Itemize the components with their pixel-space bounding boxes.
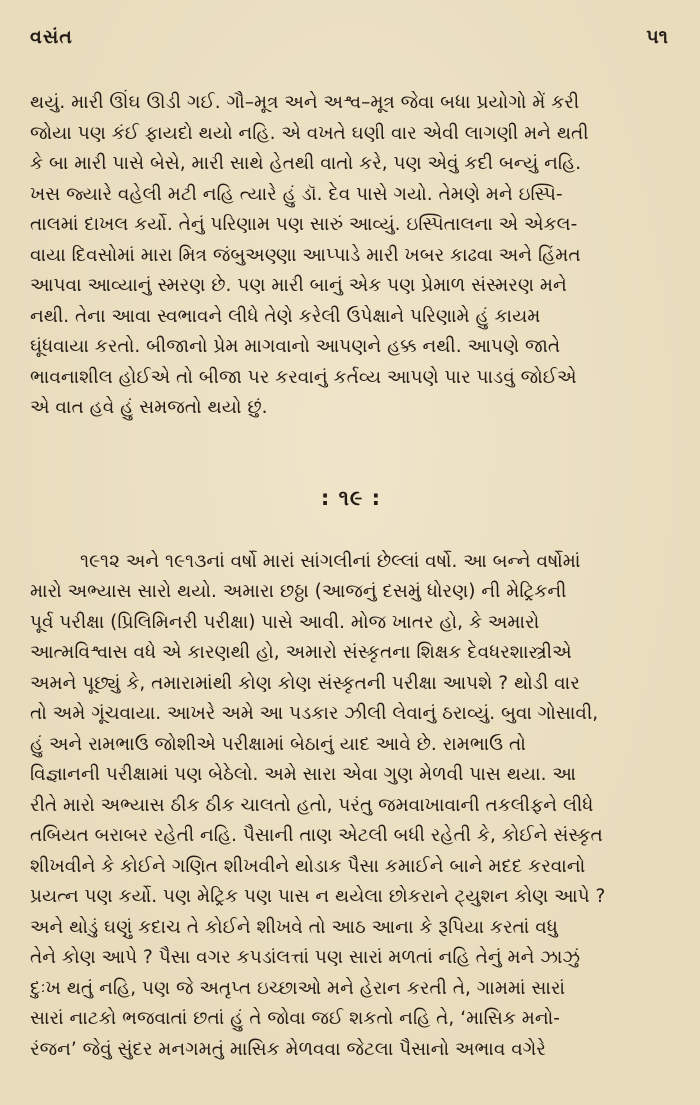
text-line: તાલમાં દાખલ કર્યો. તેનું પરિણામ પણ સારું આવ્યું. ઇસ્પિતાલના એ એકલ-	[30, 214, 578, 235]
text-line: ઘૂંધવાયા કરતો. બીજાનો પ્રેમ માગવાનો આપણને હક્ક નથી. આપણે જાતે	[30, 336, 561, 357]
text-line: હું અને રામભાઉ જોશીએ પરીક્ષામાં બેઠાનું યાદ આવે છે. રામભાઉ તો	[30, 733, 526, 755]
running-head	[30, 26, 672, 66]
text-line: વિજ્ઞાનની પરીક્ષામાં પણ બેઠેલો. અમે સારા એવા ગુણ મેળવી પાસ થયા. આ	[30, 764, 576, 785]
paragraph-chapter-start	[30, 547, 672, 1066]
text-line: તબિયત બરાબર રહેતી નહિ. પૈસાની તાણ એટલી બધી રહેતી કે, કોઈને સંસ્કૃત	[30, 825, 603, 846]
running-title: વસંત	[30, 26, 73, 48]
text-line: આત્મવિશ્વાસ વધે એ કારણથી હો, અમારો સંસ્કૃતના શિક્ષક દેવધરશાસ્ત્રીએ	[30, 642, 572, 663]
text-line: ખસ જ્યારે વહેલી મટી નહિ ત્યારે હું ડૉ. દેવ પાસે ગયો. તેમણે મને ઇસ્પિ-	[30, 183, 563, 205]
text-line: રીતે મારો અભ્યાસ ઠીક ઠીક ચાલતો હતો, પરંતુ જમવાખાવાની તકલીફને લીધે	[30, 794, 594, 816]
text-line: પૂર્વ પરીક્ષા (પ્રિલિમિનરી પરીક્ષા) પાસે આવી. મોજ ખાતર હો, કે અમારો	[30, 611, 540, 633]
text-line: આપવા આવ્યાનું સ્મરણ છે. પણ મારી બાનું એક પણ પ્રેમાળ સંસ્મરણ મને	[30, 275, 567, 296]
page-number: ૫૧	[646, 26, 668, 48]
text-line: ભાવનાશીલ હોઈએ તો બીજા પર કરવાનું કર્તવ્ય આપણે પાર પાડવું જોઈએ	[30, 366, 577, 388]
chapter-heading: : ૧૯ :	[320, 485, 382, 510]
paragraph-continuation	[30, 88, 672, 424]
text-line: પ્રયત્ન પણ કર્યો. પણ મેટ્રિક પણ પાસ ન થયેલા છોકરાને ટ્યુશન કોણ આપે ?	[30, 886, 606, 907]
text-line: અમને પૂછ્યું કે, તમારામાંથી કોણ કોણ સંસ્કૃતની પરીક્ષા આપશે ? થોડી વાર	[30, 672, 580, 694]
text-line: એ વાત હવે હું સમજતો થયો છું.	[30, 397, 268, 418]
text-line: તો અમે ગૂંચવાયા. આખરે અમે આ પડકાર ઝીલી લેવાનું ઠરાવ્યું. બુવા ગોસાવી,	[30, 703, 599, 724]
text-line: કે બા મારી પાસે બેસે, મારી સાથે હેતથી વાતો કરે, પણ એવું કદી બન્યું નહિ.	[30, 153, 582, 174]
text-line: જોયા પણ કંઈ ફાયદો થયો નહિ. એ વખતે ઘણી વાર એવી લાગણી મને થતી	[30, 122, 589, 144]
text-line: રંજન’ જેવું સુંદર મનગમતું માસિક મેળવવા જેટલા પૈસાનો અભાવ વગેરે	[30, 1038, 546, 1060]
text-line: મારો અભ્યાસ સારો થયો. અમારા છઠ્ઠા (આજનું દસમું ધોરણ) ની મેટ્રિકની	[30, 581, 567, 602]
text-line: નથી. તેના આવા સ્વભાવને લીધે તેણે કરેલી ઉપેક્ષાને પરિણામે હું કાયમ	[30, 305, 541, 327]
text-line: શીખવીને કે કોઈને ગણિત શીખવીને થોડાક પૈસા કમાઈને બાને મદદ કરવાનો	[30, 855, 586, 877]
text-line: ૧૯૧૨ અને ૧૯૧૩નાં વર્ષો મારાં સાંગલીનાં છેલ્લાં વર્ષો. આ બન્ને વર્ષોમાં	[80, 550, 581, 572]
text-line: દુઃખ થતું નહિ, પણ જે અતૃપ્ત ઇચ્છાઓ મને હેરાન કરતી તે, ગામમાં સારાં	[30, 977, 565, 999]
text-line: અને થોડું ઘણું કદાચ તે કોઈને શીખવે તો આઠ આના કે રૂપિયા કરતાં વધુ	[30, 916, 558, 938]
text-line: વાયા દિવસોમાં મારા મિત્ર જંબુઅણ્ણા આપ્પાડે મારી ખબર કાઢવા અને હિંમત	[30, 244, 581, 266]
text-line: તેને કોણ આપે ? પૈસા વગર કપડાંલત્તાં પણ સારાં મળતાં નહિ તેનું મને ઝાઝું	[30, 947, 581, 968]
text-line: સારાં નાટકો ભજવાતાં છતાં હું તે જોવા જઈ શકતો નહિ તે, ‘માસિક મનો-	[30, 1008, 560, 1029]
text-line: થયું. મારી ઊંઘ ઊડી ગઈ. ગૌ–મૂત્ર અને અશ્વ–મૂત્ર જેવા બધા પ્રયોગો મેં કરી	[30, 92, 580, 113]
